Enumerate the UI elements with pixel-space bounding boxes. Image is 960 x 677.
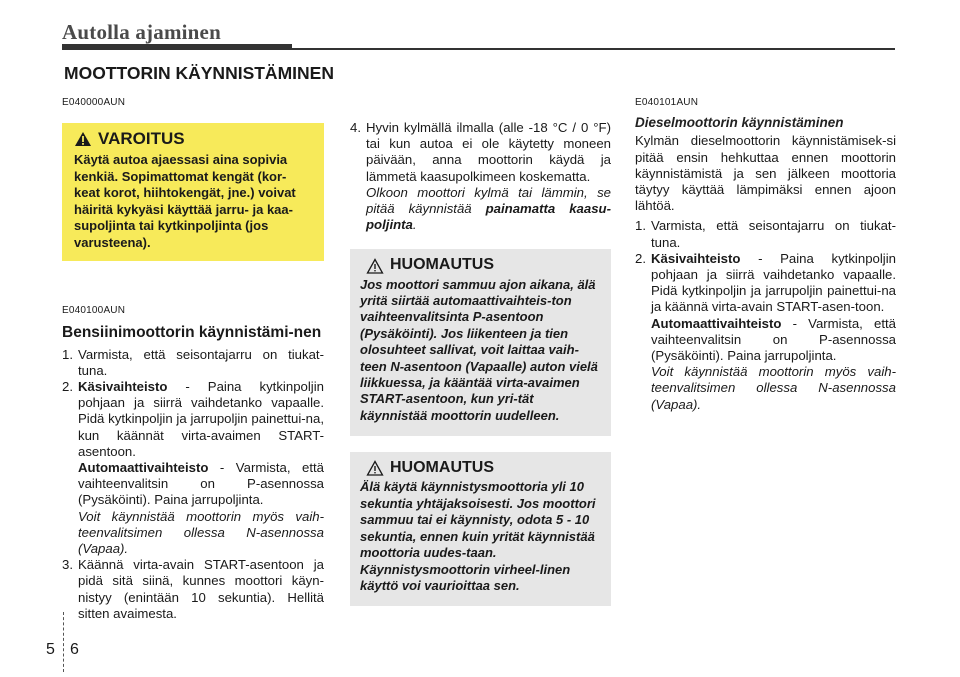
- gasoline-title: Bensiinimoottorin käynnistämi-nen: [62, 323, 322, 341]
- right-column: [635, 95, 896, 413]
- note-part: Olkoon moottori kylmä tai lämmin, se pitää käynnistää: [366, 184, 611, 217]
- diesel-code: E040101AUN: [635, 97, 699, 108]
- warning-title: VAROITUS: [98, 129, 185, 149]
- step-text: Hyvin kylmällä ilmalla (alle -18 °C / 0 °F) tai kun autoa ei ole käytetty moneen päivään, anna moottorin käydä ja lämmetä kaasupolkimeen koskematta.: [366, 120, 611, 184]
- step-label: Käsivaihteisto: [78, 379, 168, 395]
- warning-box: [62, 123, 324, 261]
- gasoline-auto: [62, 460, 324, 509]
- step-text: Varmista, että seisontajarru on tiukat-tuna.: [651, 218, 896, 250]
- warning-heading: [74, 131, 312, 147]
- section-code: E040000AUN: [62, 97, 126, 108]
- note-heading: [360, 257, 601, 273]
- step-number: 3.: [62, 557, 73, 573]
- gasoline-step-4-note: [350, 185, 611, 234]
- step-text: Varmista, että seisontajarru on tiukat-tuna.: [78, 346, 324, 378]
- step-number: 2.: [635, 250, 646, 266]
- note-box-1: [350, 249, 611, 436]
- page-number-divider: [63, 612, 65, 672]
- diesel-auto: [635, 316, 896, 365]
- diesel-intro: Kylmän dieselmoottorin käynnistämisek-si pitää ensin hehkuttaa ennen moottorin käynnistämistä ja sen jälkeen moottoria täytyy käyttää lämpimäksi ennen ajoon lähtöä.: [635, 133, 896, 214]
- caution-triangle-icon: [366, 460, 384, 476]
- step-number: 2.: [62, 379, 73, 395]
- diesel-step-1: [635, 218, 896, 250]
- auto-label: Automaattivaihteisto: [651, 315, 782, 331]
- step-text: - Paina kytkinpoljin pohjaan ja siirrä vaihdetanko vapaalle. Pidä kytkinpoljin ja jarrupoljin painettui-na ja käännä virta-avain START-asen-toon.: [651, 250, 896, 315]
- auto-text: - Varmista, että vaihteenvalitsin on P-asennossa (Pysäköinti). Paina jarrupoljinta.: [651, 315, 896, 364]
- diesel-title: Dieselmoottorin käynnistäminen: [635, 115, 844, 131]
- warning-triangle-icon: [74, 131, 92, 147]
- step-number: 1.: [62, 346, 73, 362]
- warning-text: Käytä autoa ajaessasi aina sopivia kenkiä. Sopimattomat kengät (kor-keat korot, hiihtokengät, jne.) voivat häiritä kykyäsi käyttää jarru- ja kaa-supoljinta tai kytkinpoljinta (jos varusteena).: [74, 152, 296, 250]
- left-column: [62, 95, 324, 622]
- gasoline-code: E040100AUN: [62, 305, 126, 317]
- gasoline-step-3: [62, 557, 324, 622]
- header-rule-thick: [62, 44, 292, 50]
- note-title: HUOMAUTUS: [390, 256, 494, 274]
- note-text: Älä käytä käynnistysmoottoria yli 10 sekuntia yhtäjaksoisesti. Jos moottori sammuu tai ei käynnisty, odota 5 - 10 sekuntia, ennen kuin yrität käynnistää moottoria uudes-taan. Käynnistysmoottorin virheel-linen käyttö voi vaurioittaa sen.: [360, 479, 596, 593]
- note-text: Jos moottori sammuu ajon aikana, älä yritä siirtää automaattivaihteis-ton vaihteenvalitsinta P-asentoon (Pysäköinti). Jos liikenteen ja tien olosuhteet sallivat, voit laittaa vaih-teen N-asentoon (Vapaalle) auton vielä liikkuessa, ja kääntää virta-avaimen START-asentoon, kun yri-tät käynnistää moottorin uudelleen.: [360, 276, 598, 423]
- auto-label: Automaattivaihteisto: [78, 460, 209, 476]
- chapter-number: 5: [46, 641, 55, 658]
- step-label: Käsivaihteisto: [651, 250, 741, 266]
- auto-text: - Varmista, että vaihteenvalitsin on P-asennossa (Pysäköinti). Paina jarrupoljinta.: [78, 460, 324, 508]
- diesel-auto-note: Voit käynnistää moottorin myös vaih-teenvalitsimen ollessa N-asennossa (Vapaa).: [651, 364, 896, 412]
- section-title: MOOTTORIN KÄYNNISTÄMINEN: [64, 63, 334, 83]
- caution-triangle-icon: [366, 258, 384, 274]
- gasoline-step-1: [62, 347, 324, 379]
- diesel-step-2: [635, 251, 896, 316]
- step-text: Käännä virta-avain START-asentoon ja pidä sitä siinä, kunnes moottori käyn-nistyy (enintään 10 sekuntia). Hellitä sitten avaimesta.: [78, 557, 324, 621]
- page-number: 6: [70, 641, 79, 658]
- header-rule-thin: [292, 48, 895, 50]
- note-heading: [360, 460, 601, 476]
- step-text: - Paina kytkinpoljin pohjaan ja siirrä vaihdetanko vapaalle. Pidä kytkinpoljin ja jarrupoljin painettui-na, kun käännät virta-avaimen START-asentoon.: [78, 379, 324, 459]
- step-number: 4.: [350, 120, 361, 135]
- note-title: HUOMAUTUS: [390, 459, 494, 477]
- gasoline-auto-note: Voit käynnistää moottorin myös vaih-teenvalitsimen ollessa N-asennossa (Vapaa).: [78, 508, 324, 557]
- middle-column: [350, 120, 611, 606]
- note-emphasis: painamatta kaasu-poljinta: [366, 201, 611, 233]
- chapter-header: Autolla ajaminen: [62, 20, 221, 44]
- gasoline-step-4: [350, 120, 611, 185]
- note-part: .: [412, 217, 417, 233]
- gasoline-step-2: [62, 379, 324, 460]
- note-box-2: [350, 452, 611, 606]
- step-number: 1.: [635, 218, 646, 234]
